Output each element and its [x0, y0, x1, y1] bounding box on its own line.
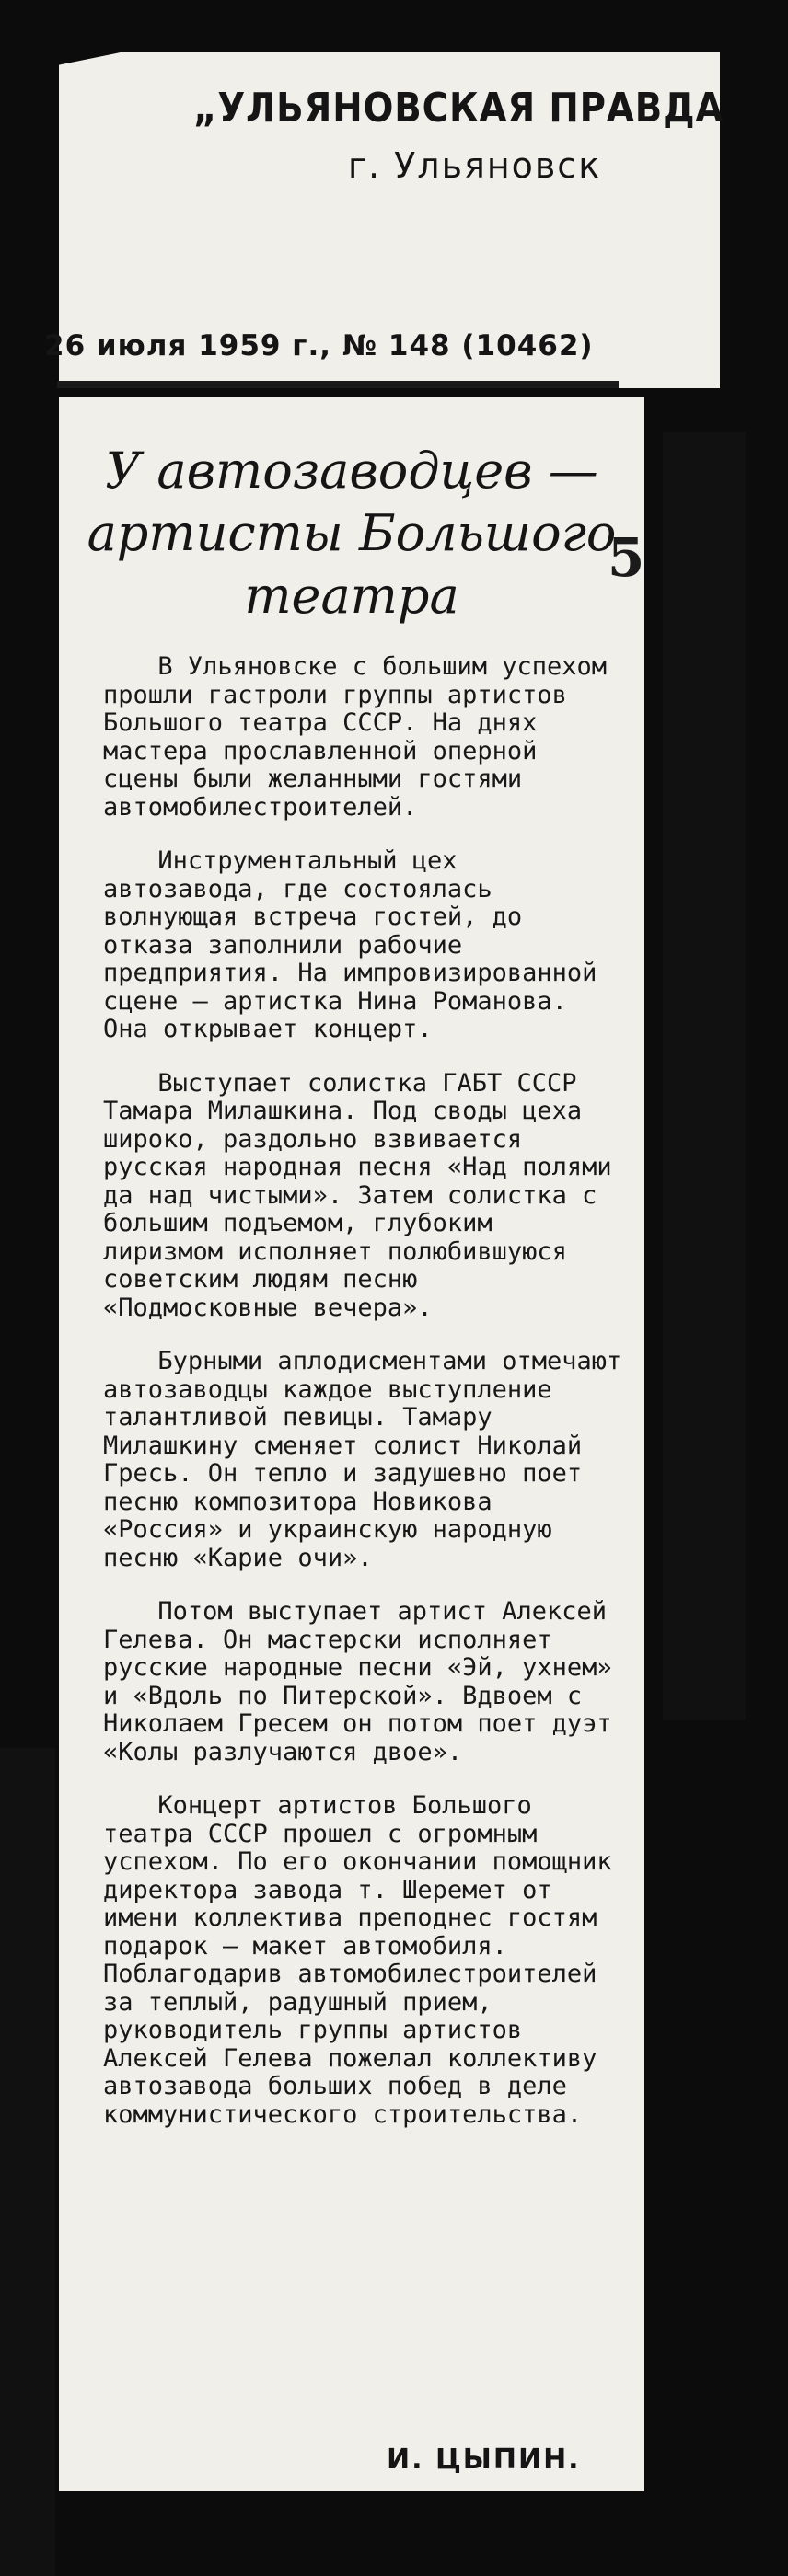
- article-paragraph: Потом выступает артист Алексей Гелева. Он мастерски исполняет русские народные песни «Эй, ухнем» и «Вдоль по Питерской». Вдвоем с Николаем Гресем он потом поет дуэт «Колы разлучаются двое».: [103, 1597, 612, 1766]
- article-body: [103, 653, 626, 2155]
- dark-background-noise-left: [0, 1748, 55, 2576]
- newspaper-city: г. Ульяновск: [348, 145, 602, 186]
- dark-background-noise: [663, 432, 746, 1720]
- author-signature: И. ЦЫПИН.: [387, 2444, 581, 2476]
- side-handwritten-mark: 5: [608, 526, 645, 589]
- article-paragraph: Выступает солистка ГАБТ СССР Тамара Милашкина. Под своды цеха широко, раздольно взвивается русская народная песня «Над полями да над чистыми». Затем солистка с большим подъемом, глубоким лиризмом исполняет полюбившуюся советским людям песню «Подмосковные вечера».: [103, 1068, 612, 1322]
- article-paragraph: Концерт артистов Большого театра СССР прошел с огромным успехом. По его окончании помощник директора завода т. Шеремет от имени коллектива преподнес гостям подарок — макет автомобиля. Поблагодарив автомобилестроителей за теплый, радушный прием, руководитель группы артистов Алексей Гелева пожелал коллективу автозавода больших побед в деле коммунистического строительства.: [103, 1791, 612, 2129]
- article-paragraph: Бурными аплодисментами отмечают автозаводцы каждое выступление талантливой певицы. Тамару Милашкину сменяет солист Николай Гресь. Он тепло и задушевно поет песню композитора Новикова «Россия» и украинскую народную песню «Карие очи».: [103, 1347, 622, 1572]
- article-headline: У автозаводцев — артисты Большого театра: [87, 442, 617, 625]
- newspaper-masthead: „УЛЬЯНОВСКАЯ ПРАВДА: [193, 85, 724, 132]
- header-rule: [57, 381, 619, 388]
- article-paragraph: Инструментальный цех автозавода, где состоялась волнующая встреча гостей, до отказа заполнили рабочие предприятия. На импровизированной сцене — артистка Нина Романова. Она открывает концерт.: [103, 846, 597, 1043]
- issue-date-line: 26 июля 1959 г., № 148 (10462): [44, 329, 594, 362]
- article-paragraph: В Ульяновске с большим успехом прошли гастроли группы артистов Большого театра СССР. На днях мастера прославленной оперной сцены были желанными гостями автомобилестроителей.: [103, 652, 608, 822]
